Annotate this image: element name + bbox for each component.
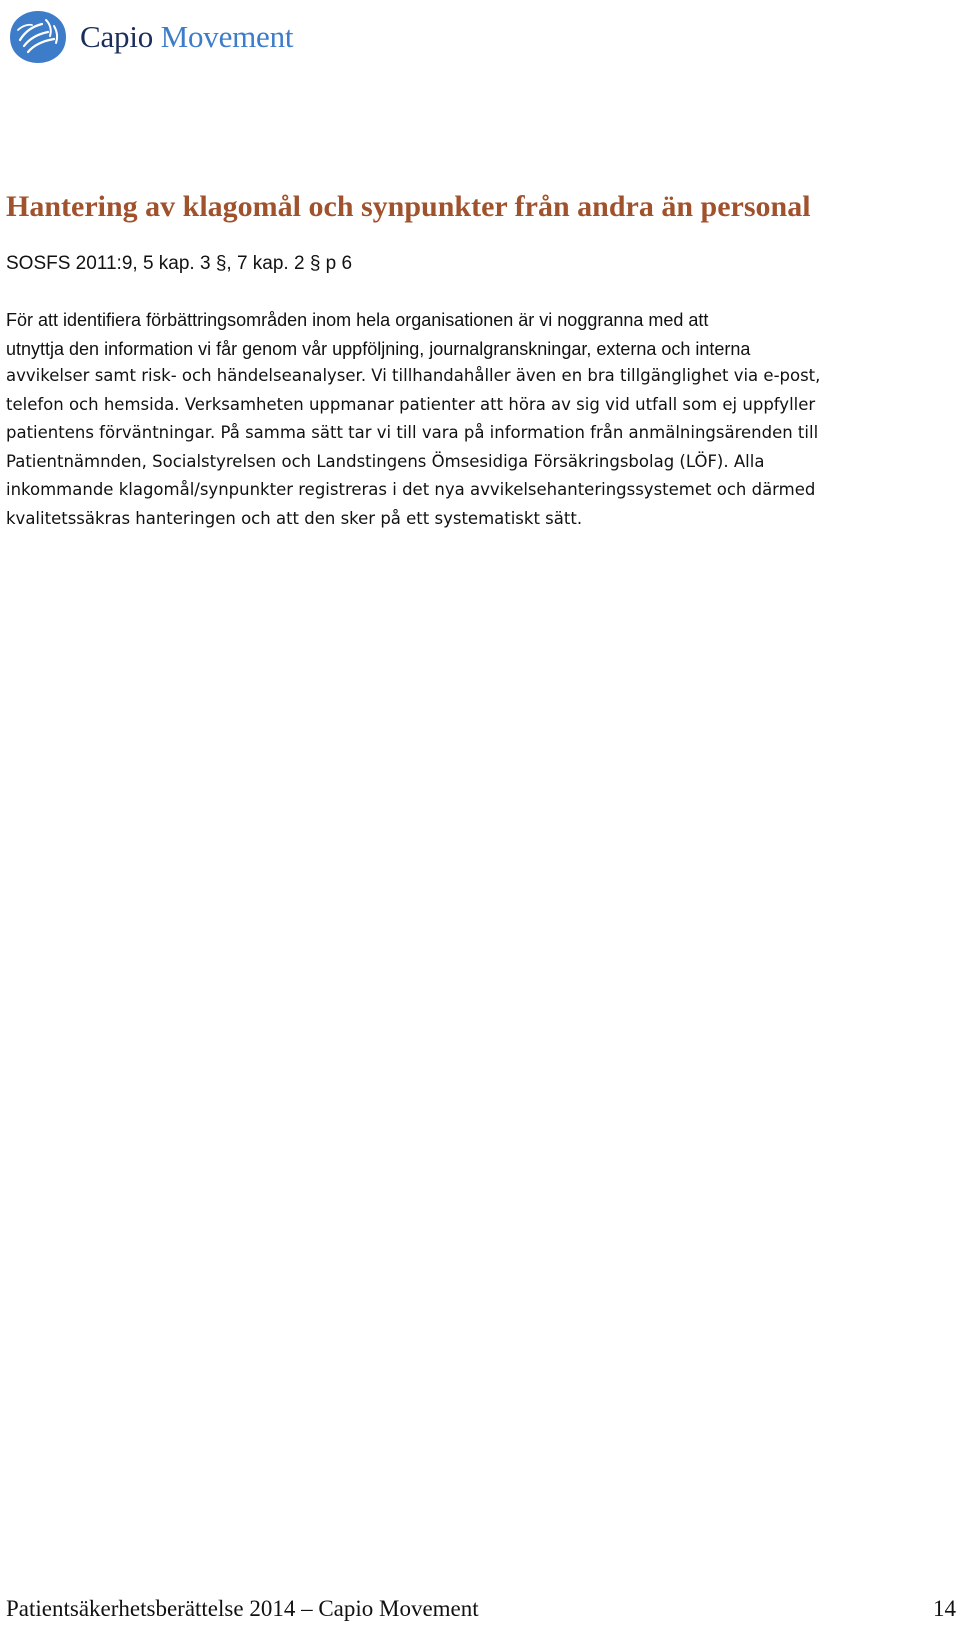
paragraph-line: kvalitetssäkras hanteringen och att den sker på ett systematiskt sätt.	[6, 508, 583, 528]
paragraph-line: utnyttja den information vi får genom vår uppföljning, journalgranskningar, externa och interna	[6, 339, 751, 359]
section-heading: Hantering av klagomål och synpunkter från andra än personal	[6, 190, 811, 223]
paragraph-line: telefon och hemsida. Verksamheten uppmanar patienter att höra av sig vid utfall som ej uppfyller	[6, 394, 816, 414]
page-number: 14	[933, 1596, 956, 1621]
legal-reference: SOSFS 2011:9, 5 kap. 3 §, 7 kap. 2 § p 6	[6, 253, 353, 274]
logo-wordmark	[80, 19, 293, 55]
logo-word-capio: Capio	[80, 19, 154, 54]
paragraph-line: inkommande klagomål/synpunkter registreras i det nya avvikelsehanteringssystemet och därmed	[6, 480, 816, 499]
hands-logo-icon	[6, 8, 70, 66]
capio-logo	[6, 8, 293, 66]
paragraph-line: patientens förväntningar. På samma sätt tar vi till vara på information från anmälningsärenden till	[6, 423, 819, 442]
paragraph-line: För att identifiera förbättringsområden inom hela organisationen är vi noggranna med att	[6, 310, 709, 330]
paragraph-lead	[6, 307, 946, 334]
logo-word-movement: Movement	[160, 19, 294, 54]
paragraph-line: Patientnämnden, Socialstyrelsen och Landstingens Ömsesidiga Försäkringsbolag (LÖF). Alla	[6, 451, 765, 471]
paragraph-body	[6, 339, 951, 533]
page-footer	[6, 1596, 956, 1622]
footer-title: Patientsäkerhetsberättelse 2014 – Capio Movement	[6, 1596, 479, 1621]
paragraph-line: avvikelser samt risk- och händelseanalyser. Vi tillhandahåller även en bra tillgänglighet via e-post,	[6, 366, 821, 385]
